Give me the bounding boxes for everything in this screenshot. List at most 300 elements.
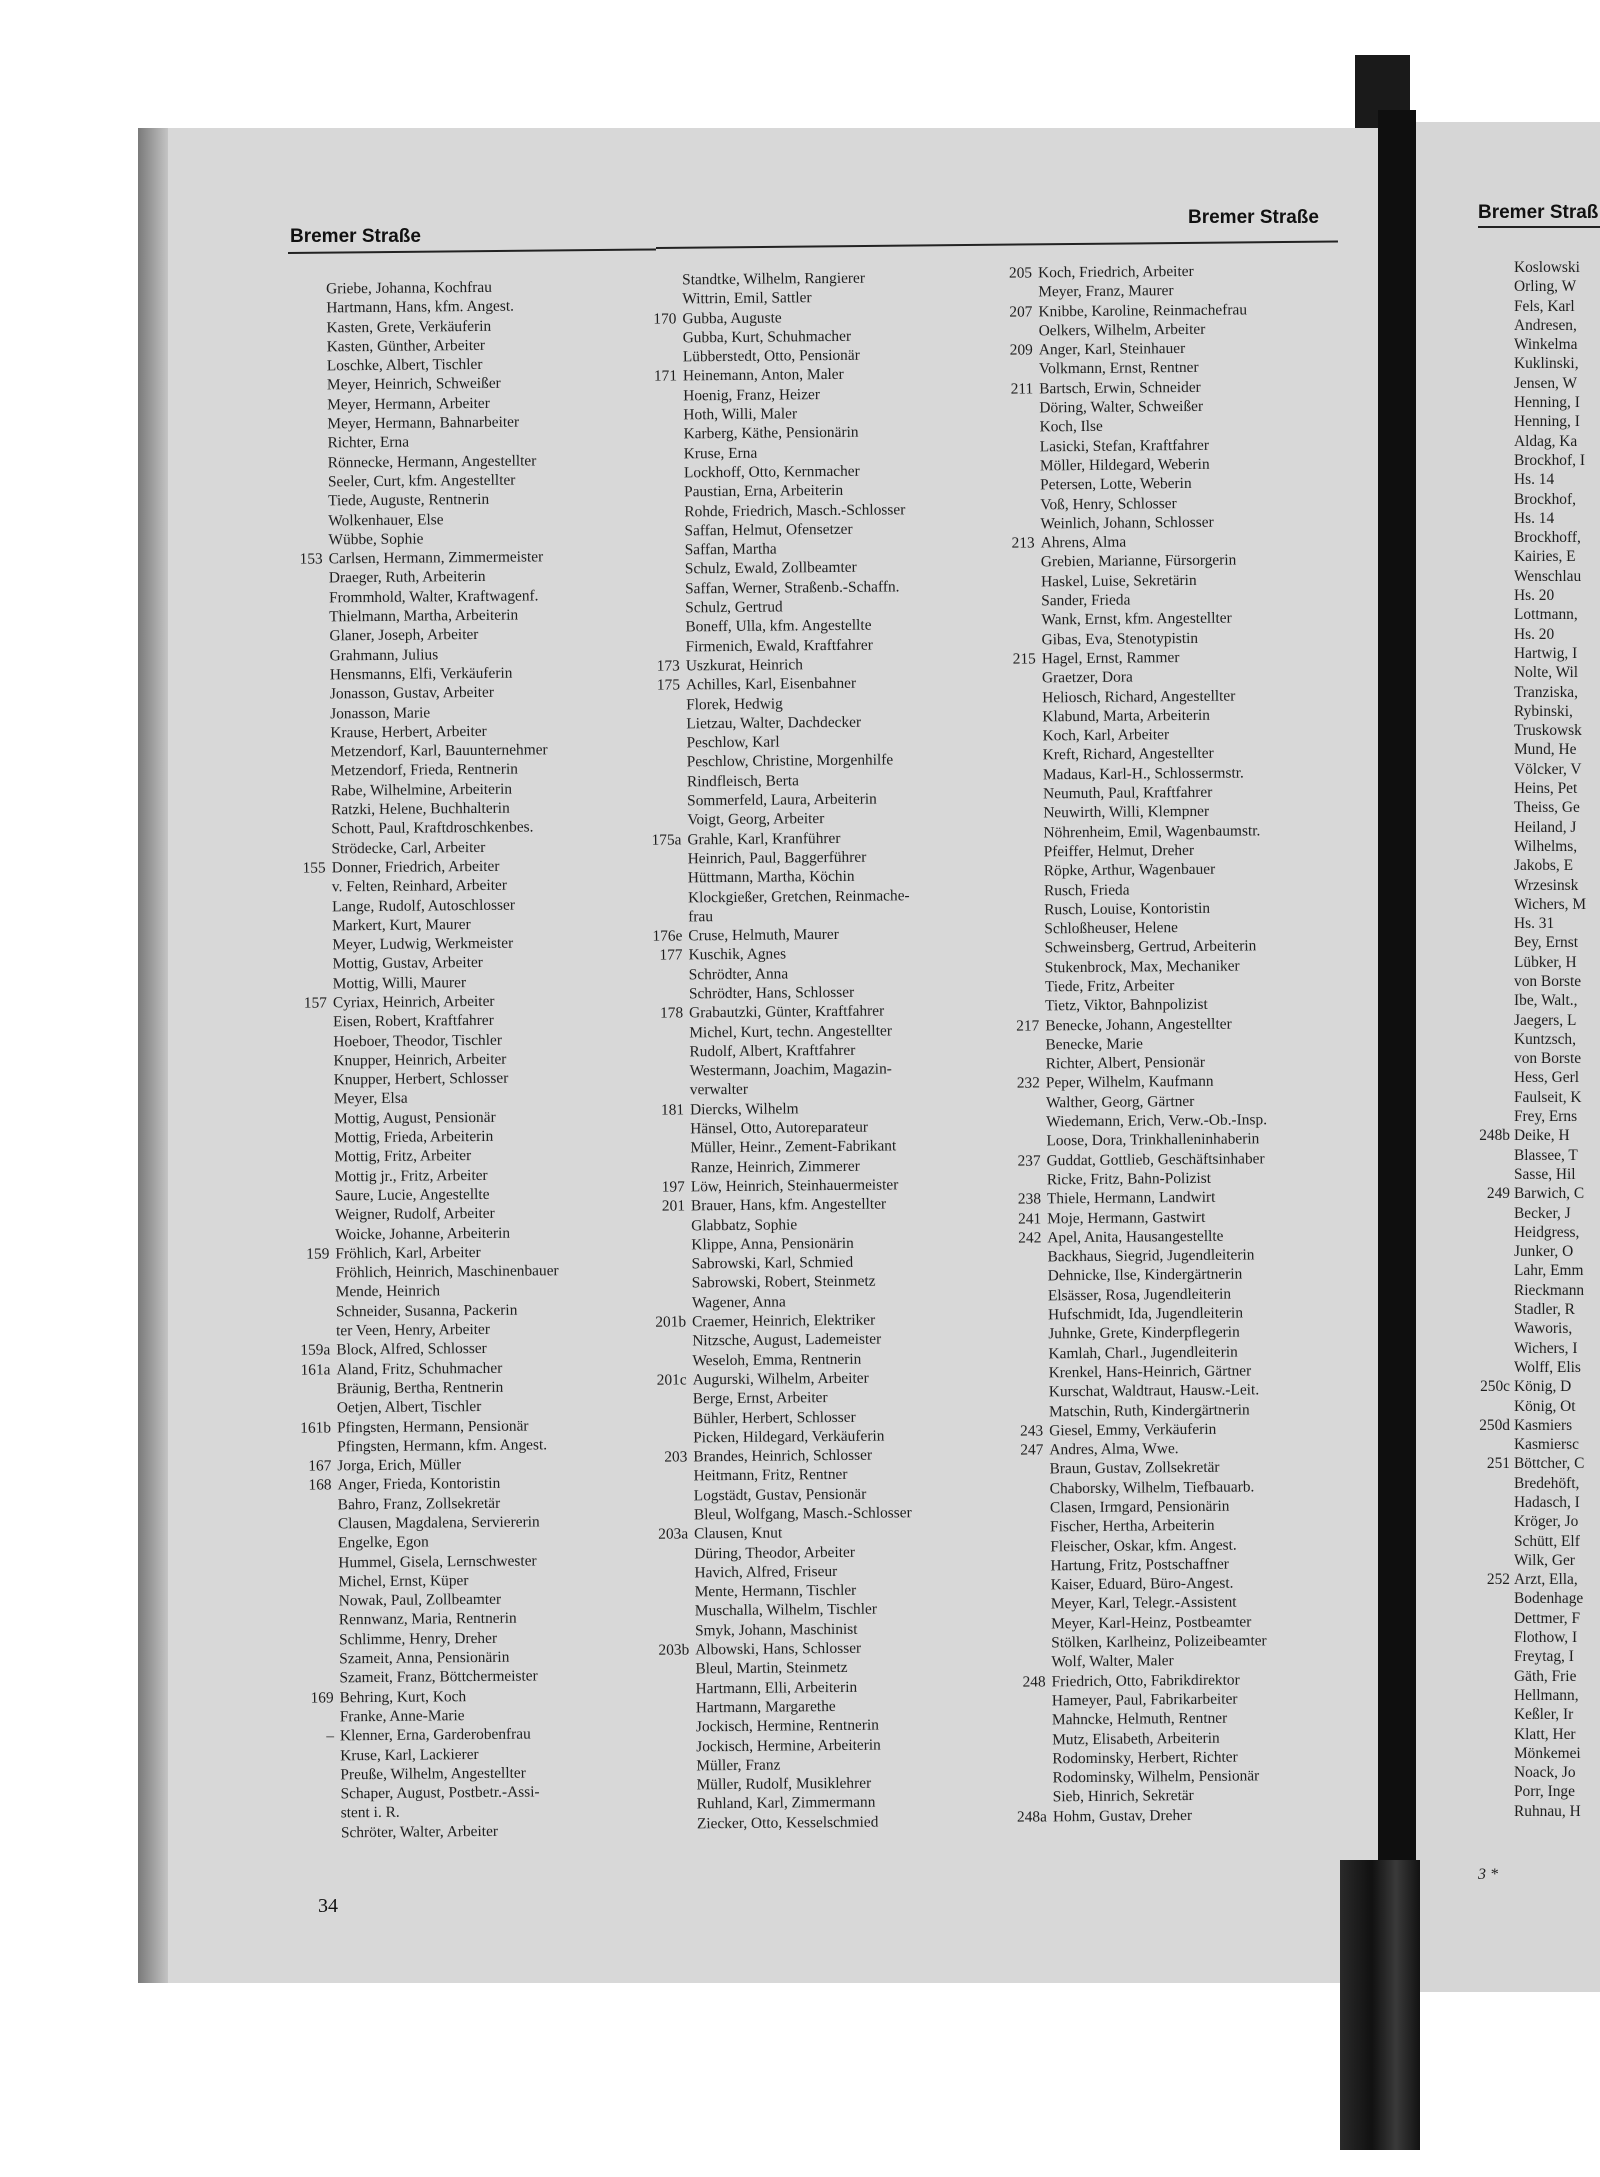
resident-entry: Theiss, Ge — [1514, 799, 1580, 817]
house-number — [990, 1749, 1046, 1750]
resident-entry: Elsässer, Rosa, Jugendleiterin — [1047, 1285, 1232, 1305]
resident-entry: Ziecker, Otto, Kesselschmied — [696, 1813, 879, 1833]
house-number — [981, 823, 1037, 824]
house-number — [634, 1679, 690, 1680]
resident-entry: Barwich, C — [1514, 1185, 1585, 1203]
resident-entry: Hs. 20 — [1514, 625, 1555, 643]
house-number — [272, 1071, 328, 1072]
resident-entry: Wichers, M — [1514, 895, 1587, 913]
house-number — [982, 939, 1038, 940]
house-number — [269, 839, 325, 840]
house-number — [979, 591, 1035, 592]
house-number — [985, 1248, 1041, 1249]
house-number — [269, 762, 325, 763]
house-number — [977, 418, 1033, 419]
resident-entry: Michel, Kurt, techn. Angestellter — [689, 1022, 892, 1041]
resident-entry: Flothow, I — [1514, 1629, 1578, 1647]
house-number — [269, 820, 325, 821]
resident-entry: Gibas, Eva, Stenotypistin — [1041, 629, 1199, 649]
house-number — [264, 279, 320, 280]
house-number — [276, 1572, 332, 1573]
resident-entry: Schulz, Gertrud — [685, 598, 783, 617]
resident-entry: Achilles, Karl, Eisenbahner — [685, 674, 857, 694]
directory-entry — [1486, 1570, 1600, 1589]
house-number — [273, 1264, 329, 1265]
house-number — [626, 849, 682, 850]
house-number — [268, 646, 324, 647]
resident-entry: Picken, Hildegard, Verkäuferin — [693, 1427, 885, 1447]
house-number — [989, 1576, 1045, 1577]
resident-entry: Donner, Friedrich, Arbeiter — [331, 857, 500, 877]
resident-entry: Volkmann, Ernst, Rentner — [1038, 359, 1199, 378]
house-number — [635, 1814, 691, 1815]
resident-entry: Henning, I — [1514, 394, 1580, 412]
resident-entry: Heiland, J — [1514, 818, 1577, 836]
directory-entry — [1514, 837, 1600, 856]
resident-entry: Löw, Heinrich, Steinhauermeister — [690, 1176, 899, 1196]
house-number: 215 — [1012, 650, 1036, 668]
house-number — [980, 688, 1036, 689]
resident-entry: Nöhrenheim, Emil, Wagenbaumstr. — [1043, 821, 1261, 841]
resident-entry: Ruhnau, H — [1514, 1802, 1581, 1820]
resident-entry: Giesel, Emmy, Verkäuferin — [1049, 1420, 1217, 1440]
directory-entry — [1514, 1358, 1600, 1377]
resident-entry: Frommhold, Walter, Kraftwagenf. — [328, 587, 539, 607]
house-number — [628, 1119, 684, 1120]
resident-entry: Sasse, Hil — [1514, 1165, 1576, 1183]
house-number — [632, 1486, 688, 1487]
house-number — [271, 1051, 327, 1052]
directory-entry — [1514, 258, 1600, 277]
directory-entry — [1514, 432, 1600, 451]
house-number — [979, 553, 1035, 554]
house-number — [978, 456, 1034, 457]
resident-entry: Brauer, Hans, kfm. Angestellter — [690, 1195, 887, 1215]
directory-entry — [1514, 1474, 1600, 1493]
directory-entry — [1514, 1107, 1600, 1126]
resident-entry: Bodenhage — [1514, 1590, 1584, 1608]
house-number — [623, 618, 679, 619]
resident-entry: Hs. 20 — [1514, 587, 1555, 605]
house-number — [978, 437, 1034, 438]
house-number — [629, 1216, 685, 1217]
directory-entry — [1514, 1589, 1600, 1608]
house-number — [627, 984, 683, 985]
resident-entry: Waworis, — [1514, 1320, 1573, 1338]
house-number — [266, 453, 322, 454]
directory-entry — [1514, 740, 1600, 759]
resident-entry: Wichers, I — [1514, 1339, 1578, 1357]
house-number: 197 — [661, 1178, 685, 1196]
resident-entry: Henning, I — [1514, 413, 1580, 431]
house-number — [988, 1479, 1044, 1480]
house-number — [982, 842, 1038, 843]
resident-entry: Wolff, Elis — [1514, 1358, 1581, 1376]
house-number — [264, 318, 320, 319]
resident-entry: Graetzer, Dora — [1041, 668, 1133, 687]
resident-entry: Ratzki, Helene, Buchhalterin — [331, 799, 510, 819]
resident-entry: Ahrens, Alma — [1040, 533, 1127, 552]
house-number — [623, 579, 679, 580]
resident-entry: Hufschmidt, Ida, Jugendleiterin — [1048, 1304, 1244, 1324]
resident-entry: Matschin, Ruth, Kindergärtnerin — [1048, 1400, 1250, 1420]
directory-entry — [1514, 818, 1600, 837]
resident-entry: Mahncke, Helmuth, Rentner — [1051, 1709, 1228, 1729]
house-number — [988, 1518, 1044, 1519]
resident-entry: Jorga, Erich, Müller — [337, 1456, 462, 1475]
house-number: 248 — [1022, 1673, 1046, 1691]
house-number — [267, 588, 323, 589]
resident-entry: Rieckmann — [1514, 1281, 1585, 1299]
house-number: 252 — [1486, 1571, 1510, 1589]
house-number — [983, 997, 1039, 998]
house-number — [628, 1062, 684, 1063]
house-number — [626, 869, 682, 870]
header-rule-right — [1478, 226, 1600, 228]
resident-entry: Müller, Heinr., Zement-Fabrikant — [690, 1137, 897, 1157]
house-number — [986, 1325, 1042, 1326]
house-number: 176e — [652, 927, 683, 945]
directory-entry — [1514, 1628, 1600, 1647]
house-number: 203 — [664, 1448, 688, 1466]
house-number — [627, 1042, 683, 1043]
resident-entry: Michel, Ernst, Küper — [338, 1571, 469, 1591]
house-number: 211 — [1010, 380, 1034, 398]
house-number — [980, 669, 1036, 670]
resident-entry: Loschke, Albert, Tischler — [326, 356, 483, 375]
resident-entry: Mottig, Gustav, Arbeiter — [332, 954, 483, 973]
house-number — [634, 1718, 690, 1719]
house-number — [982, 900, 1038, 901]
resident-entry: Juhnke, Grete, Kinderpflegerin — [1048, 1323, 1240, 1343]
directory-entry — [1514, 277, 1600, 296]
resident-entry: Clasen, Irmgard, Pensionärin — [1049, 1497, 1230, 1517]
directory-entry — [1514, 354, 1600, 373]
house-number — [978, 514, 1034, 515]
house-number: 213 — [1011, 534, 1035, 552]
house-number — [620, 290, 676, 291]
house-number — [278, 1765, 334, 1766]
resident-entry: Wenschlau — [1514, 567, 1582, 585]
resident-entry: Andresen, — [1514, 316, 1577, 334]
directory-entry — [1514, 953, 1600, 972]
directory-entry — [1514, 1782, 1600, 1801]
house-number: 203b — [658, 1641, 690, 1659]
resident-entry: Bredehöft, — [1514, 1474, 1580, 1492]
resident-entry: Rudolf, Albert, Kraftfahrer — [689, 1041, 856, 1061]
resident-entry: Fels, Karl — [1514, 297, 1575, 315]
house-number — [266, 511, 322, 512]
house-number — [632, 1563, 688, 1564]
resident-entry: Markert, Kurt, Maurer — [332, 915, 471, 935]
resident-entry: Winkelma — [1514, 336, 1578, 354]
resident-entry: Meyer, Ludwig, Werkmeister — [332, 934, 514, 954]
resident-entry: Koch, Karl, Arbeiter — [1042, 726, 1170, 745]
house-number: 217 — [1016, 1017, 1040, 1035]
resident-entry: Jonasson, Gustav, Arbeiter — [329, 684, 495, 703]
running-head-right: Bremer Straß — [1478, 202, 1599, 223]
resident-entry: Aldag, Ka — [1514, 432, 1578, 450]
resident-entry: Dettmer, F — [1514, 1609, 1581, 1627]
resident-entry: Hartung, Fritz, Postschaffner — [1050, 1555, 1229, 1575]
resident-entry: Koslowski — [1514, 259, 1580, 276]
house-number — [988, 1498, 1044, 1499]
directory-entry — [1514, 1686, 1600, 1705]
resident-entry: Haskel, Luise, Sekretärin — [1040, 571, 1197, 591]
house-number — [624, 734, 680, 735]
resident-entry: Mottig, Willi, Maurer — [332, 973, 467, 993]
resident-entry: verwalter — [689, 1081, 749, 1099]
resident-entry: Anger, Frieda, Kontoristin — [337, 1475, 501, 1494]
directory-entry — [1514, 1223, 1600, 1242]
house-number — [268, 685, 324, 686]
resident-entry: Mottig, August, Pensionär — [333, 1108, 496, 1128]
directory-entry — [991, 1804, 1376, 1827]
house-number: 201b — [655, 1313, 687, 1331]
house-number: 159 — [306, 1245, 330, 1263]
house-number — [270, 878, 326, 879]
resident-entry: v. Felten, Reinhard, Arbeiter — [331, 876, 507, 896]
resident-entry: Kasten, Grete, Verkäuferin — [326, 317, 492, 336]
house-number — [987, 1402, 1043, 1403]
house-number — [631, 1409, 687, 1410]
house-number: 175 — [656, 676, 681, 694]
resident-entry: Schulz, Ewald, Zollbeamter — [684, 559, 857, 578]
resident-entry: Meyer, Hermann, Bahnarbeiter — [327, 413, 520, 433]
house-number — [978, 495, 1034, 496]
resident-entry: Lockhoff, Otto, Kernmacher — [683, 462, 860, 482]
house-number — [267, 607, 323, 608]
directory-entry — [1514, 1435, 1600, 1454]
house-number — [266, 530, 322, 531]
resident-entry: Sander, Frieda — [1041, 591, 1131, 610]
resident-entry: Paustian, Erna, Arbeiterin — [684, 482, 844, 501]
house-number: – — [326, 1727, 335, 1745]
resident-entry: Oetjen, Albert, Tischler — [336, 1398, 482, 1417]
resident-entry: Chaborsky, Wilhelm, Tiefbauarb. — [1049, 1478, 1255, 1498]
page-number: 34 — [318, 1895, 338, 1917]
resident-entry: Rindfleisch, Berta — [686, 772, 799, 791]
house-number — [266, 472, 322, 473]
resident-entry: Heins, Pet — [1514, 780, 1578, 798]
house-number — [274, 1321, 330, 1322]
resident-entry: Heinrich, Paul, Baggerführer — [687, 848, 867, 868]
resident-entry: Keßler, Ir — [1514, 1706, 1574, 1724]
resident-entry: Szameit, Anna, Pensionärin — [339, 1648, 510, 1668]
signature-mark: 3 * — [1478, 1866, 1498, 1883]
house-number — [981, 765, 1037, 766]
directory-entry — [1514, 335, 1600, 354]
resident-entry: Carlsen, Hermann, Zimmermeister — [328, 548, 544, 568]
resident-entry: Wilk, Ger — [1514, 1551, 1575, 1569]
house-number — [274, 1302, 330, 1303]
directory-entry — [1514, 1493, 1600, 1512]
resident-entry: Aland, Fritz, Schuhmacher — [336, 1359, 503, 1378]
house-number — [980, 707, 1036, 708]
directory-entry — [1514, 547, 1600, 566]
house-number: 173 — [656, 657, 680, 675]
house-number — [265, 395, 321, 396]
resident-entry: Kasten, Günther, Arbeiter — [326, 336, 486, 356]
house-number: 157 — [303, 994, 328, 1012]
house-number — [622, 483, 678, 484]
resident-entry: Gubba, Auguste — [682, 309, 782, 327]
resident-entry: Neuwirth, Willi, Klempner — [1043, 803, 1210, 822]
house-number: 248b — [1479, 1127, 1510, 1145]
resident-entry: Lübker, H — [1514, 953, 1577, 971]
house-number — [268, 704, 324, 705]
house-number — [625, 753, 681, 754]
resident-entry: Grabautzki, Günter, Kraftfahrer — [689, 1002, 885, 1022]
house-number: 161a — [300, 1361, 331, 1379]
directory-entry — [1514, 779, 1600, 798]
resident-entry: Sieb, Hinrich, Sekretär — [1052, 1787, 1194, 1806]
resident-entry: Mottig, Frieda, Arbeiterin — [334, 1127, 494, 1147]
resident-entry: Grahmann, Julius — [329, 645, 439, 665]
resident-entry: Richter, Erna — [327, 433, 410, 452]
house-number — [631, 1390, 687, 1391]
resident-entry: von Borste — [1514, 972, 1582, 990]
house-number: 247 — [1020, 1441, 1044, 1459]
house-number: 155 — [302, 859, 326, 877]
resident-entry: Voß, Henry, Schlosser — [1040, 494, 1177, 513]
resident-entry: Petersen, Lotte, Weberin — [1040, 475, 1192, 494]
house-number — [983, 958, 1039, 959]
house-number: 201c — [656, 1371, 687, 1389]
resident-entry: Koch, Ilse — [1039, 418, 1103, 436]
resident-entry: Woicke, Johanne, Arbeiterin — [335, 1224, 511, 1243]
resident-entry: Nowak, Paul, Zollbeamter — [338, 1590, 502, 1610]
house-number — [986, 1344, 1042, 1345]
directory-entry — [1514, 393, 1600, 412]
house-number — [626, 888, 682, 889]
directory-entry — [1514, 856, 1600, 875]
directory-entry — [1514, 991, 1600, 1010]
house-number — [622, 521, 678, 522]
resident-entry: Albowski, Hans, Schlosser — [695, 1639, 862, 1659]
resident-entry: Tietz, Viktor, Bahnpolizist — [1045, 996, 1208, 1015]
house-number — [627, 1023, 683, 1024]
house-number — [976, 283, 1032, 284]
resident-entry: Clausen, Magdalena, Serviererin — [337, 1513, 540, 1533]
house-number — [987, 1383, 1043, 1384]
resident-entry: Guddat, Gottlieb, Geschäftsinhaber — [1046, 1149, 1265, 1170]
resident-entry: Bräunig, Bertha, Rentnerin — [336, 1378, 504, 1398]
directory-entry — [1514, 586, 1600, 605]
house-number — [271, 1013, 327, 1014]
house-number: 201 — [661, 1197, 686, 1215]
house-number — [268, 743, 324, 744]
directory-entry — [1514, 374, 1600, 393]
resident-entry: Hagel, Ernst, Rammer — [1041, 649, 1180, 668]
resident-entry: Pfingsten, Hermann, Pensionär — [336, 1417, 529, 1436]
directory-entry — [1514, 1319, 1600, 1338]
resident-entry: Mende, Heinrich — [335, 1282, 441, 1301]
house-number — [272, 1148, 328, 1149]
house-number — [265, 337, 321, 338]
directory-entry — [1514, 605, 1600, 624]
resident-entry: Strödecke, Carl, Arbeiter — [331, 838, 486, 857]
resident-entry: Meyer, Karl-Heinz, Postbeamter — [1050, 1613, 1252, 1633]
house-number — [981, 804, 1037, 805]
resident-entry: Benecke, Marie — [1045, 1035, 1144, 1054]
resident-entry: Wilhelms, — [1514, 837, 1578, 855]
resident-entry: Nolte, Wil — [1514, 664, 1579, 682]
resident-entry: Szameit, Franz, Böttchermeister — [339, 1667, 538, 1687]
resident-entry: Müller, Rudolf, Musiklehrer — [696, 1774, 872, 1794]
resident-entry: Berge, Ernst, Arbeiter — [692, 1389, 828, 1408]
resident-entry: Krenkel, Hans-Heinrich, Gärtner — [1048, 1362, 1252, 1382]
resident-entry: Arzt, Ella, — [1514, 1571, 1578, 1589]
resident-entry: Saffan, Werner, Straßenb.-Schaffn. — [684, 578, 900, 598]
house-number — [630, 1293, 686, 1294]
house-number — [268, 723, 324, 724]
directory-entry — [279, 1820, 659, 1843]
directory-entry — [635, 1811, 1015, 1834]
house-number — [622, 502, 678, 503]
directory-entry — [1514, 316, 1600, 335]
resident-entry: Anger, Karl, Steinhauer — [1038, 340, 1186, 359]
resident-entry: Kamlah, Charl., Jugendleiterin — [1048, 1343, 1238, 1362]
house-number — [628, 1081, 684, 1082]
directory-entry — [1486, 1184, 1600, 1203]
house-number — [634, 1737, 690, 1738]
directory-entry — [1514, 1011, 1600, 1030]
house-number: 251 — [1486, 1455, 1510, 1473]
house-number — [977, 399, 1033, 400]
house-number — [633, 1660, 689, 1661]
directory-entry — [1486, 1454, 1600, 1473]
house-number — [984, 1112, 1040, 1113]
resident-entry: Völcker, V — [1514, 760, 1582, 778]
resident-entry: Rodominsky, Herbert, Richter — [1052, 1748, 1238, 1768]
house-number — [978, 476, 1034, 477]
resident-entry: Peschlow, Karl — [686, 733, 780, 752]
resident-entry: Lübberstedt, Otto, Pensionär — [682, 346, 860, 366]
resident-entry: Stölken, Karlheinz, Polizeibeamter — [1051, 1632, 1267, 1652]
resident-entry: Tranziska, — [1514, 683, 1578, 701]
house-number — [270, 897, 326, 898]
directory-entry — [1514, 1261, 1600, 1280]
resident-entry: Schlimme, Henry, Dreher — [338, 1629, 498, 1649]
resident-entry: ter Veen, Henry, Arbeiter — [336, 1320, 491, 1340]
resident-entry: Peschlow, Christine, Morgenhilfe — [686, 751, 894, 771]
resident-entry: Glaner, Joseph, Arbeiter — [329, 626, 479, 645]
resident-entry: Lottmann, — [1514, 606, 1578, 624]
resident-entry: Metzendorf, Karl, Bauunternehmer — [330, 741, 548, 761]
resident-entry: Schloßheuser, Helene — [1044, 919, 1179, 938]
directory-entry — [1514, 895, 1600, 914]
running-head-left: Bremer Straße — [290, 226, 421, 247]
house-number — [630, 1274, 686, 1275]
house-number: 168 — [308, 1476, 332, 1495]
house-number — [278, 1746, 334, 1747]
house-number — [977, 321, 1033, 322]
house-number: 241 — [1017, 1209, 1042, 1228]
house-number — [625, 791, 681, 792]
resident-entry: Uszkurat, Heinrich — [685, 656, 803, 675]
resident-entry: Ruhland, Karl, Zimmermann — [696, 1794, 876, 1813]
directory-entry — [1514, 1397, 1600, 1416]
resident-entry: Metzendorf, Frieda, Rentnerin — [330, 761, 518, 780]
resident-entry: Ricke, Fritz, Bahn-Polizist — [1046, 1169, 1212, 1189]
directory-entry — [1514, 1609, 1600, 1628]
resident-entry: Pfingsten, Hermann, kfm. Angest. — [337, 1436, 548, 1456]
directory-entry — [1514, 625, 1600, 644]
resident-entry: Bey, Ernst — [1514, 934, 1578, 952]
resident-entry: Jockisch, Hermine, Rentnerin — [695, 1716, 879, 1736]
resident-entry: Meyer, Karl, Telegr.-Assistent — [1050, 1594, 1237, 1613]
